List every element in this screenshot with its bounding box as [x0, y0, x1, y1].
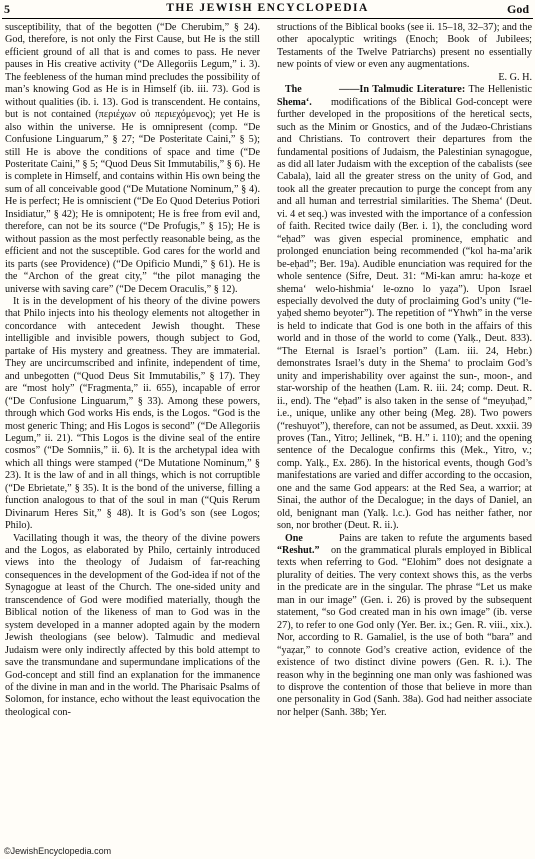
right-column — [277, 22, 532, 842]
section-text: The Hellenistic modifications of the Biblical God-concept were further developed in the propositions of the heretical sects, such as the Minim or Gnostics, and of the Judæo-Christians and Christians. To controvert their departures from the fundamental positions of Judaism, the Palestinian synagogue, as did all later Judaism with the exception of the cabalists (see Cabala), laid all the greater stress on the unity of God, and took all the greater precaution to purge the concept from any and all human and terrestrial similarities. The Shema‘ (Deut. vi. 4 et seq.) was invested with the importance of a confession of faith. Recited twice daily (Ber. i. 1), the concluding word “eḥad” was given especial prominence, emphatic and prolonged enunciation being recommended (“kol ha-ma’arik be-eḥad”; Ber. 19a). Audible enunciation was required for the whole sentence (Sifre, Deut. 31: “Mi-kan amru: ha-koẓe et shema‘ welo-hishmia‘ le-ozno lo yaẓa”). Upon Israel especially devolved the duty of proclaiming God’s unity (“le-yaḥed shemo beyoter”). The repetition of “Yhwh” in the verse is held to indicate that God is one both in the affairs of this world and in those of the world to come (Yalḳ., Deut. 833). “The Eternal is Israel’s portion” (Lam. iii. 24, Hebr.) demonstrates Israel’s duty in the Shema‘ to proclaim God’s unity and imperishability over against the sun-, moon-, and star-worship of the heathen (Lam. R. iii. 24; comp. Deut. R. ii., end). The “eḥad” is also taken in the sense of “meyuḥad,” i.e., unique, unlike any other being (Meg. 28). Two powers (“reshuyot”), therefore, can not be assumed, as Deut. xxxii. 39 proves (Tan., Yitro; Jellinek, “B. H.” i. 110); and the opening sentence of the Decalogue confirms this (Mek., Yitro, v.; comp. Yalḳ., Ex. 286). In the historical events, though God’s manifestations are varied and differ according to the occasion, one and the same God appears: at the Red Sea, a warrior; at Sinai, the author of the Decalogue; in the days of Daniel, an old, benignant man (Yalḳ. l.c.). God has neither father, nor son, nor brother (Deut. R. ii.). — [277, 84, 532, 532]
sidenote-shema: The Shema‘. — [277, 84, 312, 108]
header-rule — [2, 18, 533, 19]
sidenote-reshut: One “Reshut.” — [277, 532, 320, 557]
running-title: THE JEWISH ENCYCLOPEDIA — [166, 2, 369, 14]
page-header — [0, 0, 535, 20]
plurals-text: Pains are taken to refute the arguments based on the grammatical plurals employed in Biblical texts when referring to God. “Elohim” does not designate a plurality of deities. The very context shows this, as the verbs in the predicate are in the singular. The phrase “Let us make man in our image” (Gen. i. 26) is proved by the subsequent statement, “so God created man in his own image” (ib. verse 27), to refer to one God only (Yer. Ber. ix.; Gen. R. viii., xix.). Nor, according to R. Gamaliel, is the use of both “bara” and “yaẓar,” to connote God’s creative action, evidence of the existence of two distinct divine powers (Gen. R. i.). The reason why in the beginning one man only was fashioned was to disprove the contention of those that believe in more than one personality in God (Sanh. 38a). God had neither associate nor helper (Sanh. 38b; Yer. — [277, 532, 532, 718]
footer — [4, 846, 111, 856]
author-signature: E. G. H. — [498, 71, 532, 83]
section-heading: ——In Talmudic Literature: — [339, 84, 466, 96]
left-column — [5, 22, 260, 842]
copyright-text: ©JewishEncyclopedia.com — [4, 846, 112, 856]
catchword: God — [506, 2, 529, 16]
talmudic-section — [277, 84, 532, 532]
plurals-paragraph — [277, 533, 532, 720]
right-intro: structions of the Biblical books (see ii. 15–18, 32–37); and the other apocalyptic writings (Enoch; Book of Jubilees; Testaments of the Twelve Patriarchs) present no essentially new points of view or even any augmentations. — [277, 22, 532, 71]
page-number: 5 — [4, 2, 10, 16]
left-paragraph-1: susceptibility, that of the begotten (“De Cherubim,” § 24). God, therefore, is not only the First Cause, but He is the still efficient ground of all that is and comes to pass. He never pauses in His creative activity (“De Allegoriis Legum,” i. 3). The feebleness of the human mind precludes the possibility of man’s knowing God as He is in Himself (ib. iii. 73). God is without qualities (ib. i. 13). God is transcendent. He contains, but is not contained (περιέχων οὐ περιεχόμενος); yet He is also within the universe. He is omnipresent (comp. “De Confusione Linguarum,” § 27; “De Posteritate Caini,” § 5); still He is above the conditions of space and time (“De Posteritate Caini,” § 5; “Quod Deus Sit Immutabilis,” § 6). He is complete in Himself, and contains within His own being the sum of all conceivable good (“De Mutatione Nominum,” § 4). He is perfect; He is omniscient (“De Eo Quod Deterius Potiori Insidiatur,” § 42); He is omnipotent; He is free from evil and, therefore, can not be its source (“De Profugis,” § 15); He is without passion as the most perfectly reasonable being, as the efficient and not the susceptible. God cares for the world and its parts (see Providence) (“De Opificio Mundi,” § 61). He is the “Archon of the great city,” “the pilot managing the universe with saving care” (“De Decem Oraculis,” § 12). — [5, 22, 260, 295]
left-paragraph-2: It is in the development of his theory of the divine powers that Philo injects into his theology elements not altogether in concordance with antecedent Jewish thought. These intelligible and invisible powers, though subject to God, partake of His mystery and greatness. They are immaterial. They are uncircumscribed and infinite, independent of time, and unbegotten (“Quod Deus Sit Immutabilis,” § 17). They are “most holy” (“Fragmenta,” ii. 655), incapable of error (“De Confusione Linguarum,” § 33). Among these powers, through which God works His ends, is the Logos. “God is the most generic Thing; and His Logos is second” (“De Allegoriis Legum,” ii. 21). “This Logos is the divine seal of the entire cosmos” (“De Somniis,” ii. 6). It is the archetypal idea with which all things were stamped (“De Mutatione Nominum,” § 23). It is the law of and in all things, which is not corruptible (“De Ebrietate,” § 35). It is the bond of the universe, filling a function analogous to that of the soul in man (“Quis Rerum Divinarum Heres Sit,” § 48). It is God’s son (see Logos; Philo). — [5, 295, 260, 532]
left-paragraph-3: Vacillating though it was, the theory of the divine powers and the Logos, as elaborated by Philo, certainly introduced views into the theology of Judaism of far-reaching consequences in the development of the God-idea if not of the Synagogue at least of the Church. The one-sided unity and transcendence of God were modified materially, though the Biblical notion of the likeness of man to God was in the system developed in a manner adopted again by the modern Jewish theologians (see below). Talmudic and medieval Judaism were only indirectly affected by this bold attempt to save the transmundane and supermundane implications of the God-concept and still find an explanation for the immanence of the divine in man and in the world. The Pharisaic Psalms of Solomon, for instance, echo without the least equivocation the theological con- — [5, 532, 260, 718]
